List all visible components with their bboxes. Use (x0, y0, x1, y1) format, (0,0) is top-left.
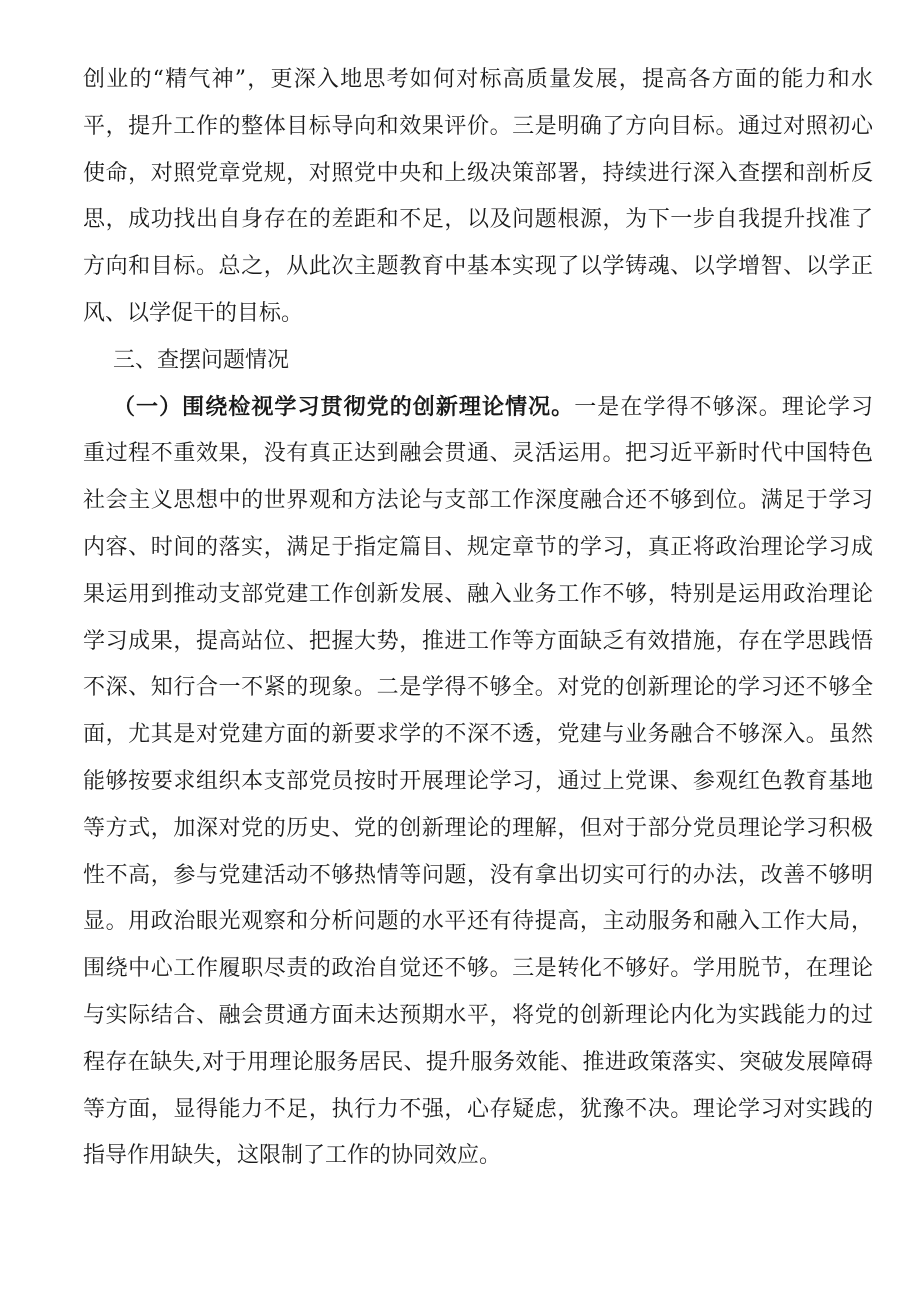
text-line: 指导作用缺失，这限制了工作的协同效应。 (83, 1143, 502, 1169)
text-line: 程存在缺失,对于用理论服务居民、提升服务效能、推进政策落实、突破发展障碍 (83, 1049, 873, 1075)
text-line: 创业的“精气神”，更深入地思考如何对标高质量发展，提高各方面的能力和水 (83, 67, 873, 92)
paragraph-study-review (83, 385, 873, 1181)
text-line: 果运用到推动支部党建工作创新发展、融入业务工作不够，特别是运用政治理论 (83, 581, 873, 607)
text-line: 等方面，显得能力不足，执行力不强，心存疑虑，犹豫不决。理论学习对实践的 (83, 1096, 873, 1122)
text-line: 显。用政治眼光观察和分析问题的水平还有待提高，主动服务和融入工作大局， (83, 909, 873, 935)
text-line: 不深、知行合一不紧的现象。二是学得不够全。对党的创新理论的学习还不够全 (83, 675, 873, 701)
text-line: 思，成功找出自身存在的差距和不足，以及问题根源，为下一步自我提升找准了 (83, 207, 873, 233)
paragraph-continued (83, 57, 873, 338)
text-line: 面，尤其是对党建方面的新要求学的不深不透，党建与业务融合不够深入。虽然 (83, 722, 873, 748)
lead-text: 一是在学得不够深。理论学习 (574, 394, 873, 420)
text-line: 围绕中心工作履职尽责的政治自觉还不够。三是转化不够好。学用脱节，在理论 (83, 956, 873, 982)
text-line: 学习成果，提高站位、把握大势，推进工作等方面缺乏有效措施，存在学思践悟 (83, 628, 873, 654)
text-line: 使命，对照党章党规，对照党中央和上级决策部署，持续进行深入查摆和剖析反 (83, 160, 873, 186)
text-line: 风、以学促干的目标。 (83, 300, 304, 326)
subsection-title: （一）围绕检视学习贯彻党的创新理论情况。 (113, 394, 575, 420)
text-line: 重过程不重效果，没有真正达到融会贯通、灵活运用。把习近平新时代中国特色 (83, 441, 873, 467)
text-line: 等方式，加深对党的历史、党的创新理论的理解，但对于部分党员理论学习积极 (83, 815, 873, 841)
text-line: 社会主义思想中的世界观和方法论与支部工作深度融合还不够到位。满足于学习 (83, 488, 873, 514)
paragraph-lead-line (83, 385, 873, 432)
text-line: 方向和目标。总之，从此次主题教育中基本实现了以学铸魂、以学增智、以学正 (83, 254, 873, 280)
text-line: 平，提升工作的整体目标导向和效果评价。三是明确了方向目标。通过对照初心 (83, 113, 873, 139)
section-heading: 三、查摆问题情况 (113, 347, 290, 373)
text-line: 性不高，参与党建活动不够热情等问题，没有拿出切实可行的办法，改善不够明 (83, 862, 873, 888)
text-line: 内容、时间的落实，满足于指定篇目、规定章节的学习，真正将政治理论学习成 (83, 534, 873, 560)
text-line: 与实际结合、融会贯通方面未达预期水平，将党的创新理论内化为实践能力的过 (83, 1002, 873, 1028)
text-line: 能够按要求组织本支部党员按时开展理论学习，通过上党课、参观红色教育基地 (83, 768, 873, 794)
document-page (83, 57, 873, 1180)
